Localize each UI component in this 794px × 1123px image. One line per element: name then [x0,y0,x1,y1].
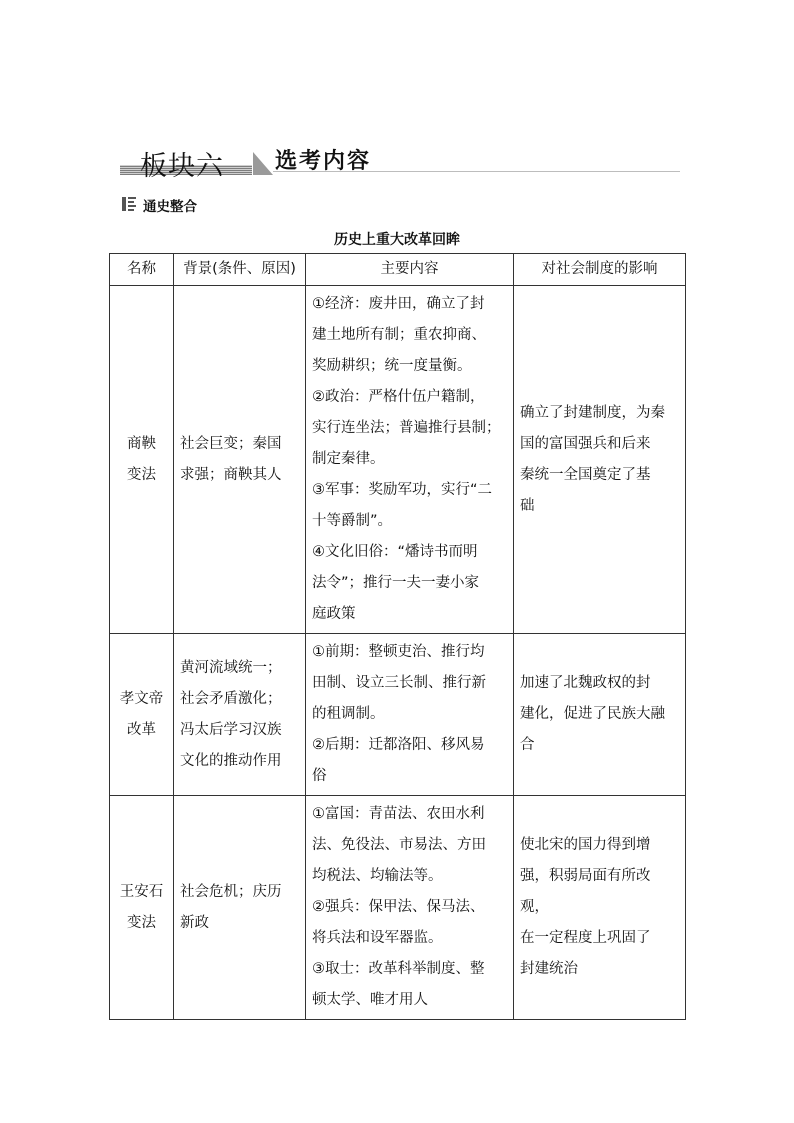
cell-text-line: 社会矛盾激化； [180,690,282,707]
header-rule [273,171,680,172]
cell-text-line: ①经济：废井田，确立了封 [312,296,485,312]
block-name: 板块六 [140,151,224,182]
background-cell [174,286,306,634]
background-cell [174,634,306,796]
cell-text-line: 法令”；推行一夫一妻小家 [312,575,480,591]
cell-text-line: 建化，促进了民族大融 [520,706,665,722]
cell-text-line: 加速了北魏政权的封 [520,675,651,691]
main-content-cell [306,634,514,796]
main-content-cell [306,286,514,634]
cell-text-line: 国的富国强兵和后来 [520,435,651,452]
cell-text-line: 文化的推动作用 [180,752,282,769]
cell-text-line: 建土地所有制；重农抑商、 [312,327,486,343]
cell-text-line: 础 [520,497,535,514]
list-icon [122,197,136,211]
reform-name-cell [110,796,174,1020]
reform-table [109,253,686,1020]
cell-text-line: ④文化旧俗：“燔诗书而明 [312,544,478,560]
cell-text-line: 顿太学、唯才用人 [312,992,428,1008]
cell-text-line: 使北宋的国力得到增 [520,837,651,853]
table-row [110,796,686,1020]
column-header: 对社会制度的影响 [514,254,686,286]
cell-text-line: ②政治：严格什伍户籍制， [312,389,485,405]
cell-text-line: 制定秦律。 [312,451,385,467]
page-title: 选考内容 [275,148,372,174]
cell-text-line: ③取士：改革科举制度、整 [312,961,485,977]
reform-name-cell [110,286,174,634]
cell-text-line: 社会危机；庆历 [180,883,282,900]
table-row [110,286,686,634]
effect-cell [514,634,686,796]
section-header [120,140,680,190]
table-header-row [110,254,686,286]
cell-text-line: 俗 [312,768,327,784]
cell-text-line: 强，积弱局面有所改观， [520,868,651,915]
cell-text-line: 王安石 [119,883,164,900]
cell-text-line: 庭政策 [312,606,356,622]
cell-text-line: 改革 [127,721,156,738]
cell-text-line: 社会巨变；秦国 [180,435,282,452]
cell-text-line: ③军事：奖励军功，实行“二 [312,482,493,498]
effect-cell [514,286,686,634]
column-header: 背景(条件、原因) [174,254,306,286]
cell-text-line: 秦统一全国奠定了基 [520,466,651,483]
table-caption: 历史上重大改革回眸 [334,232,460,248]
cell-text-line: 实行连坐法；普遍推行县制； [312,420,501,436]
cell-text-line: 的租调制。 [312,706,385,722]
cell-text-line: 在一定程度上巩固了 [520,930,651,946]
cell-text-line: 求强；商鞅其人 [180,466,282,483]
cell-text-line: ②强兵：保甲法、保马法、 [312,899,485,915]
cell-text-line: 变法 [127,914,156,931]
cell-text-line: 黄河流域统一； [180,659,282,676]
cell-text-line: 变法 [127,466,156,483]
cell-text-line: 将兵法和设军器监。 [312,930,443,946]
cell-text-line: 合 [520,737,535,753]
cell-text-line: 奖励耕织；统一度量衡。 [312,358,472,374]
reform-name-cell [110,634,174,796]
cell-text-line: 十等爵制”。 [312,513,393,529]
cell-text-line: 法、免役法、市易法、方田 [312,837,486,853]
main-content-cell [306,796,514,1020]
column-header: 主要内容 [306,254,514,286]
cell-text-line: 新政 [180,914,209,931]
cell-text-line: 冯太后学习汉族 [180,721,282,738]
column-header: 名称 [110,254,174,286]
cell-text-line: 确立了封建制度，为秦 [520,404,665,421]
cell-text-line: ①富国：青苗法、农田水利 [312,806,485,822]
background-cell [174,796,306,1020]
section-label: 通史整合 [143,199,197,215]
cell-text-line: 封建统治 [520,961,578,977]
cell-text-line: 均税法、均输法等。 [312,868,443,884]
cell-text-line: ①前期：整顿吏治、推行均 [312,644,485,660]
header-decor-bar-end [253,152,273,175]
cell-text-line: ②后期：迁都洛阳、移风易 [312,737,485,753]
table-row [110,634,686,796]
cell-text-line: 田制、设立三长制、推行新 [312,675,486,691]
cell-text-line: 孝文帝 [119,690,164,707]
cell-text-line: 商鞅 [127,435,156,452]
effect-cell [514,796,686,1020]
